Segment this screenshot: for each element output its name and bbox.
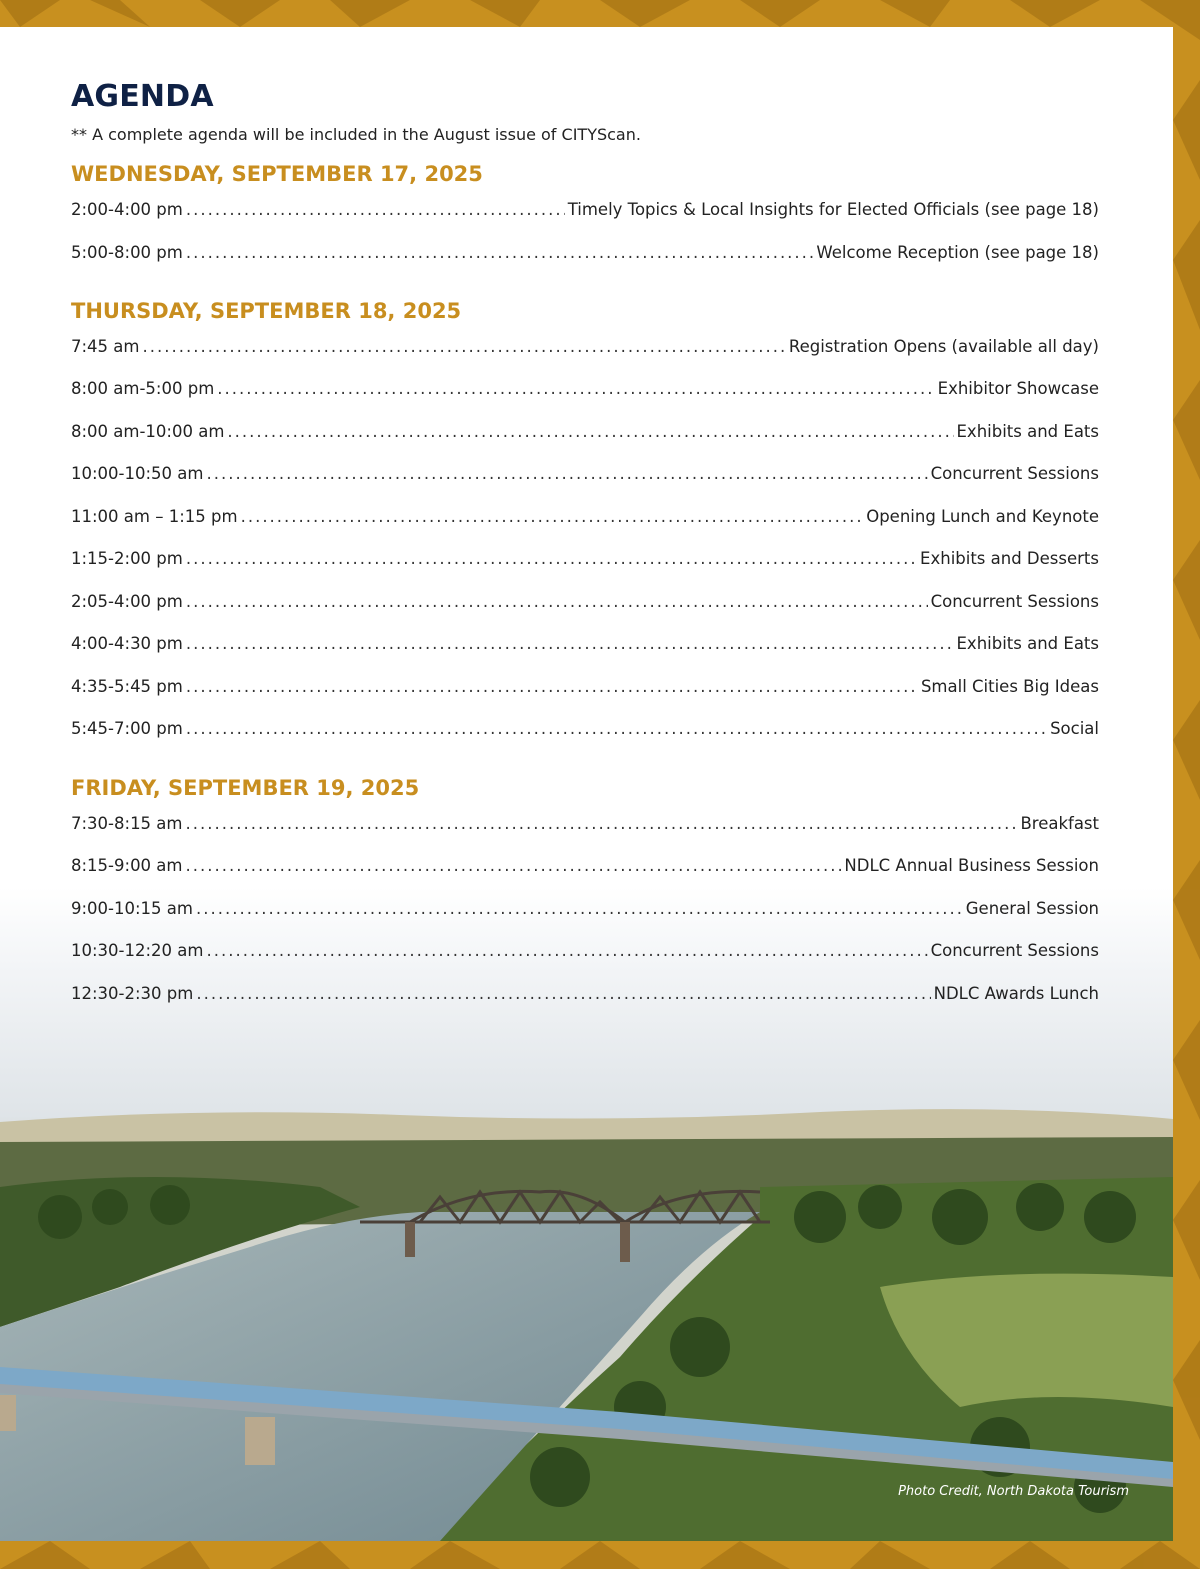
agenda-time: 4:00-4:30 pm: [71, 634, 183, 653]
agenda-event: Concurrent Sessions: [930, 592, 1099, 611]
dot-leader: [186, 592, 928, 611]
agenda-time: 4:35-5:45 pm: [71, 677, 183, 696]
agenda-time: 12:30-2:30 pm: [71, 984, 194, 1003]
agenda-event: Breakfast: [1020, 814, 1099, 833]
agenda-time: 8:15-9:00 am: [71, 856, 183, 875]
agenda-event: Small Cities Big Ideas: [920, 677, 1099, 696]
agenda-row: [71, 549, 1099, 573]
agenda-event: NDLC Awards Lunch: [933, 984, 1099, 1003]
dot-leader: [217, 379, 934, 398]
dot-leader: [186, 814, 1018, 833]
agenda-row: [71, 422, 1099, 446]
agenda-row: [71, 337, 1099, 361]
agenda-row: [71, 856, 1099, 880]
agenda-row: [71, 984, 1099, 1008]
photo-credit: Photo Credit, North Dakota Tourism: [898, 1484, 1129, 1499]
agenda-event: Registration Opens (available all day): [788, 337, 1099, 356]
agenda-row: [71, 592, 1099, 616]
agenda-row: [71, 200, 1099, 224]
agenda-row: [71, 719, 1099, 743]
agenda-event: NDLC Annual Business Session: [844, 856, 1099, 875]
agenda-time: 2:00-4:00 pm: [71, 200, 183, 219]
agenda-event: Social: [1050, 719, 1099, 738]
agenda-row: [71, 899, 1099, 923]
agenda-row: [71, 243, 1099, 267]
day-heading-friday: FRIDAY, SEPTEMBER 19, 2025: [71, 776, 420, 800]
agenda-time: 10:30-12:20 am: [71, 941, 204, 960]
agenda-time: 1:15-2:00 pm: [71, 549, 183, 568]
agenda-row: [71, 677, 1099, 701]
dot-leader: [186, 200, 565, 219]
agenda-event: General Session: [965, 899, 1099, 918]
agenda-time: 5:00-8:00 pm: [71, 243, 183, 262]
agenda-row: [71, 814, 1099, 838]
day-heading-thursday: THURSDAY, SEPTEMBER 18, 2025: [71, 299, 462, 323]
agenda-event: Welcome Reception (see page 18): [816, 243, 1099, 262]
dot-leader: [186, 856, 842, 875]
dot-leader: [186, 719, 1047, 738]
agenda-row: [71, 941, 1099, 965]
agenda-time: 11:00 am – 1:15 pm: [71, 507, 238, 526]
dot-leader: [227, 422, 953, 441]
agenda-row: [71, 507, 1099, 531]
dot-leader: [196, 984, 930, 1003]
agenda-event: Exhibits and Desserts: [920, 549, 1099, 568]
dot-leader: [186, 634, 954, 653]
agenda-time: 9:00-10:15 am: [71, 899, 193, 918]
agenda-row: [71, 379, 1099, 403]
dot-leader: [241, 507, 864, 526]
agenda-row: [71, 464, 1099, 488]
agenda-event: Exhibits and Eats: [956, 634, 1099, 653]
agenda-event: Opening Lunch and Keynote: [866, 507, 1099, 526]
agenda-time: 8:00 am-10:00 am: [71, 422, 225, 441]
dot-leader: [196, 899, 963, 918]
agenda-time: 7:30-8:15 am: [71, 814, 183, 833]
agenda-heading: AGENDA: [71, 79, 214, 114]
agenda-event: Timely Topics & Local Insights for Elected Officials (see page 18): [567, 200, 1099, 219]
agenda-event: Concurrent Sessions: [930, 464, 1099, 483]
agenda-time: 2:05-4:00 pm: [71, 592, 183, 611]
dot-leader: [142, 337, 785, 356]
agenda-time: 5:45-7:00 pm: [71, 719, 183, 738]
dot-leader: [206, 941, 927, 960]
agenda-event: Exhibits and Eats: [956, 422, 1099, 441]
dot-leader: [186, 243, 814, 262]
agenda-note: ** A complete agenda will be included in the August issue of CITYScan.: [71, 125, 641, 144]
agenda-time: 8:00 am-5:00 pm: [71, 379, 215, 398]
agenda-event: Concurrent Sessions: [930, 941, 1099, 960]
day-heading-wednesday: WEDNESDAY, SEPTEMBER 17, 2025: [71, 162, 483, 186]
dot-leader: [206, 464, 927, 483]
dot-leader: [186, 549, 917, 568]
agenda-time: 7:45 am: [71, 337, 140, 356]
agenda-page: [0, 27, 1173, 1541]
agenda-time: 10:00-10:50 am: [71, 464, 204, 483]
agenda-row: [71, 634, 1099, 658]
agenda-event: Exhibitor Showcase: [937, 379, 1099, 398]
dot-leader: [186, 677, 918, 696]
